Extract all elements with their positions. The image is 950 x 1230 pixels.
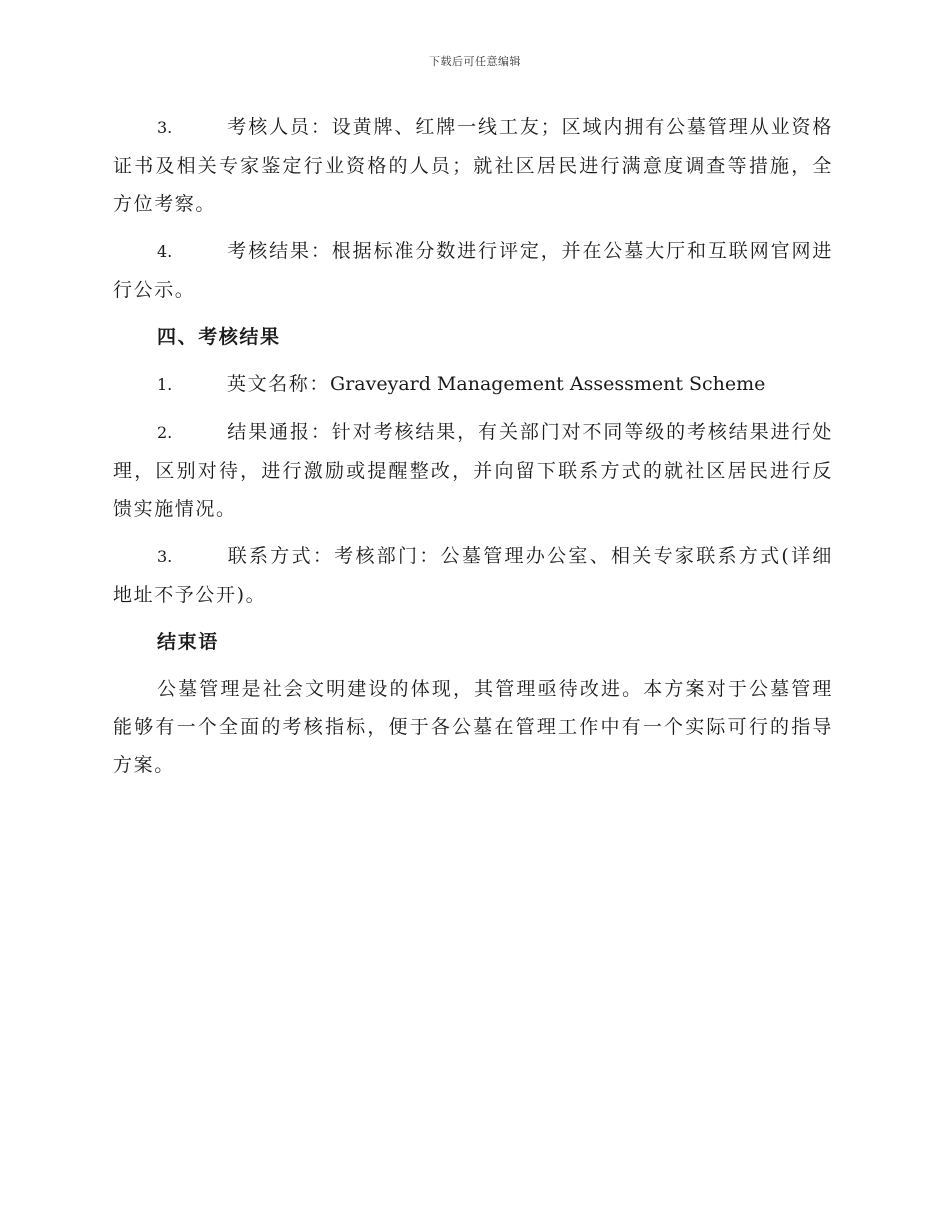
list-item-text: 结果通报：针对考核结果，有关部门对不同等级的考核结果进行处理，区别对待，进行激励或提醒整改，并向留下联系方式的就社区居民进行反馈实施情况。 xyxy=(113,421,833,520)
page-header: 下载后可任意编辑 xyxy=(429,55,521,68)
list-item-text: 联系方式：考核部门：公墓管理办公室、相关专家联系方式(详细地址不予公开)。 xyxy=(113,545,833,606)
list-number: 3. xyxy=(157,547,173,566)
list-item xyxy=(113,232,833,309)
list-item xyxy=(113,365,833,404)
list-item-text: Graveyard Management Assessment Scheme xyxy=(330,373,766,395)
list-number: 1. xyxy=(157,375,173,394)
section-heading: 四、考核结果 xyxy=(157,326,281,348)
list-number: 3. xyxy=(157,118,173,137)
list-item-text: 考核人员：设黄牌、红牌一线工友；区域内拥有公墓管理从业资格证书及相关专家鉴定行业资格的人员；就社区居民进行满意度调查等措施，全方位考察。 xyxy=(113,116,833,215)
document-body xyxy=(113,108,833,793)
list-item-label: 英文名称： xyxy=(227,373,331,395)
list-item xyxy=(113,537,833,614)
list-item xyxy=(113,413,833,528)
conclusion-heading: 结束语 xyxy=(157,631,219,653)
list-item-text: 考核结果：根据标准分数进行评定，并在公墓大厅和互联网官网进行公示。 xyxy=(113,240,833,301)
list-item xyxy=(113,108,833,223)
list-number: 2. xyxy=(157,423,173,442)
list-number: 4. xyxy=(157,242,173,261)
conclusion-paragraph: 公墓管理是社会文明建设的体现，其管理亟待改进。本方案对于公墓管理能够有一个全面的考核指标，便于各公墓在管理工作中有一个实际可行的指导方案。 xyxy=(113,678,833,776)
